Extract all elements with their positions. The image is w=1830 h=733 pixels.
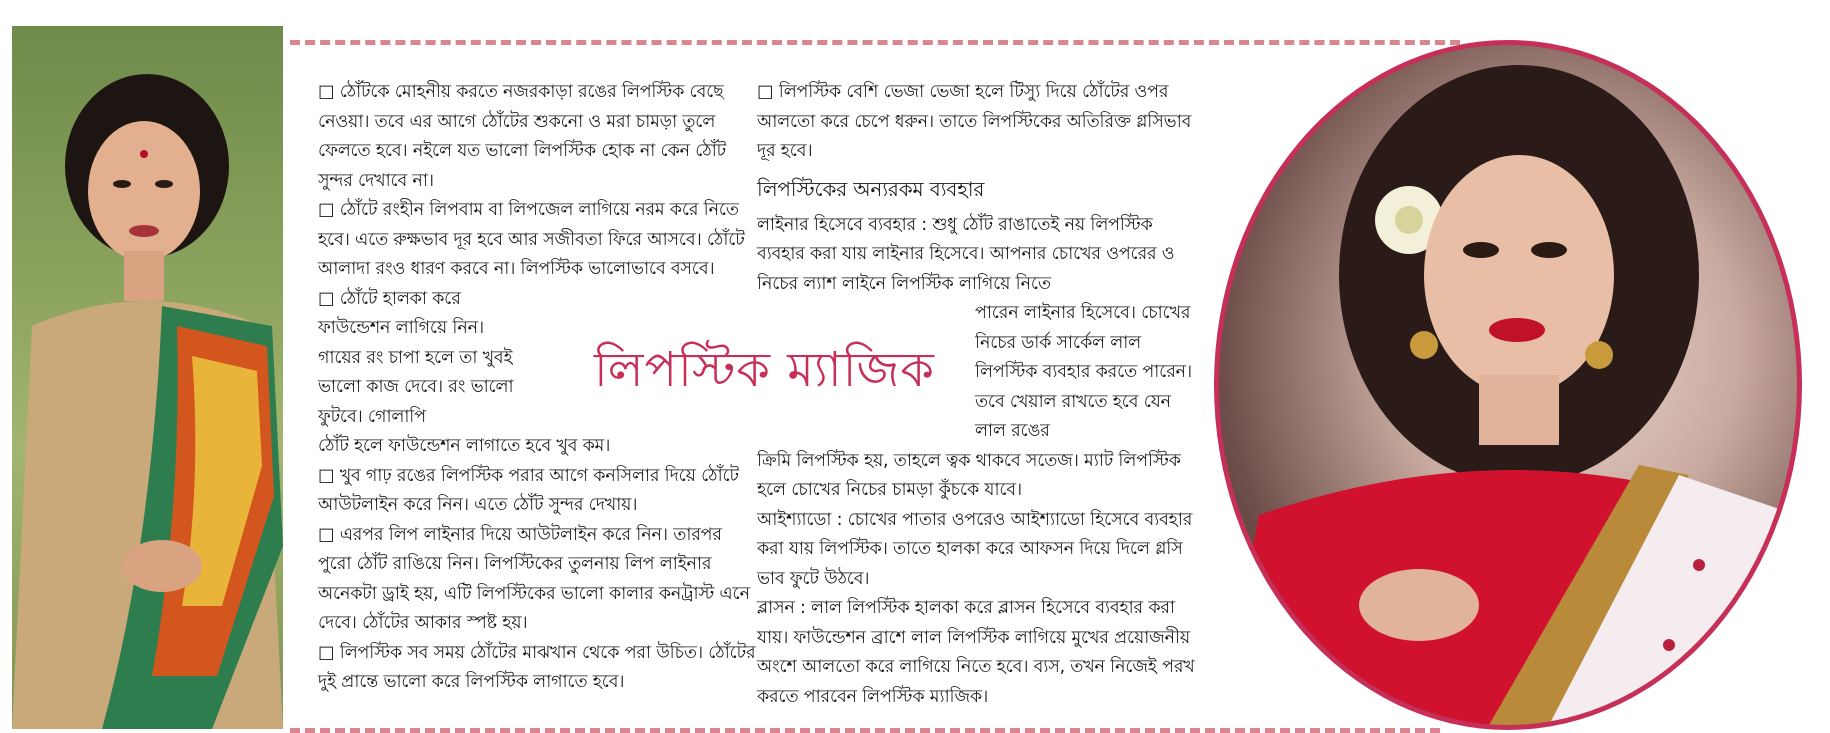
tip-paragraph: □ লিপস্টিক বেশি ভেজা ভেজা হলে টিস্যু দিয়ে ঠোঁটের ওপর আলতো করে চেপে ধরুন। তাতে লিপস্টিকের অতিরিক্ত গ্লসিভাব দূর হবে।	[757, 82, 1192, 161]
usage-paragraph: লাইনার হিসেবে ব্যবহার : শুধু ঠোঁট রাঙাতেই নয় লিপস্টিক ব্যবহার করা যায় লাইনার হিসেবে। আপনার চোখের ওপরের ও নিচের ল্যাশ লাইনে লিপস্টিক লাগিয়ে নিতে	[757, 214, 1175, 294]
tip-paragraph: □ খুব গাঢ় রঙের লিপস্টিক পরার আগে কনসিলার দিয়ে ঠোঁটে আউটলাইন করে নিন। এতে ঠোঁট সুন্দর দেখায়।	[318, 465, 739, 515]
usage-paragraph-indented: পারেন লাইনার হিসেবে। চোখের নিচের ডার্ক সার্কেল লাল লিপস্টিক ব্যবহার করতে পারেন। তবে খেয়াল রাখতে হবে যেন লাল রঙের	[975, 303, 1192, 441]
top-dashed-rule	[290, 40, 1460, 45]
tip-paragraph: □ লিপস্টিক সব সময় ঠোঁটের মাঝখান থেকে পরা উচিত। ঠোঁটের দুই প্রান্তে ভালো করে লিপস্টিক লাগাতে হবে।	[318, 642, 756, 692]
article-title: লিপস্টিক ম্যাজিক	[594, 342, 935, 398]
right-text-column	[757, 78, 1197, 712]
woman-in-saree-illustration	[12, 26, 283, 729]
section-subheading: লিপস্টিকের অন্যরকম ব্যবহার	[757, 176, 985, 201]
tip-paragraph-narrow: □ ঠোঁটে হালকা করে ফাউন্ডেশন লাগিয়ে নিন। গায়ের রং চাপা হলে তা খুবই ভালো কাজ দেবে। রং ভালো ফুটবে। গোলাপি	[318, 288, 514, 427]
usage-paragraph: ব্লাসন : লাল লিপস্টিক হালকা করে ব্লাসন হিসেবে ব্যবহার করা যায়। ফাউন্ডেশন ব্রাশে লাল লিপস্টিক লাগিয়ে মুখের প্রয়োজনীয় অংশে আলতো করে লাগিয়ে নিতে হবে। ব্যস, তখন নিজেই পরখ করতে পারবেন লিপস্টিক ম্যাজিক।	[757, 598, 1195, 707]
portrait-right-photo	[1214, 40, 1802, 730]
woman-red-saree-illustration	[1219, 45, 1797, 725]
portrait-left-photo	[12, 26, 283, 729]
usage-paragraph: আইশ্যাডো : চোখের পাতার ওপরেও আইশ্যাডো হিসেবে ব্যবহার করা যায় লিপস্টিক। তাতে হালকা করে আফসন দিয়ে দিলে গ্লসি ভাব ফুটে উঠবে।	[757, 509, 1193, 589]
tip-paragraph: □ এরপর লিপ লাইনার দিয়ে আউটলাইন করে নিন। তারপর পুরো ঠোঁট রাঙিয়ে নিন। লিপস্টিকের তুলনায় লিপ লাইনার অনেকটা ড্রাই হয়, এটি লিপস্টিকের ভালো কালার কনট্রাস্ট এনে দেবে। ঠোঁটের আকার স্পষ্ট হয়।	[318, 524, 750, 633]
usage-paragraph: ক্রিমি লিপস্টিক হয়, তাহলে ত্বক থাকবে সতেজ। ম্যাট লিপস্টিক হলে চোখের নিচের চামড়া কুঁচকে যাবে।	[757, 450, 1181, 500]
tip-paragraph: □ ঠোঁটে রংহীন লিপবাম বা লিপজেল লাগিয়ে নরম করে নিতে হবে। এতে রুক্ষভাব দূর হবে আর সজীবতা ফিরে আসবে। ঠোঁটে আলাদা রংও ধারণ করবে না। লিপস্টিক ভালোভাবে বসবে।	[318, 200, 745, 279]
left-text-column	[318, 78, 758, 698]
tip-paragraph: ঠোঁট হলে ফাউন্ডেশন লাগাতে হবে খুব কম।	[318, 436, 611, 456]
tip-paragraph: □ ঠোঁটকে মোহনীয় করতে নজরকাড়া রঙের লিপস্টিক বেছে নেওয়া। তবে এর আগে ঠোঁটের শুকনো ও মরা চামড়া তুলে ফেলতে হবে। নইলে যত ভালো লিপস্টিক হোক না কেন ঠোঁট সুন্দর দেখাবে না।	[318, 82, 726, 191]
